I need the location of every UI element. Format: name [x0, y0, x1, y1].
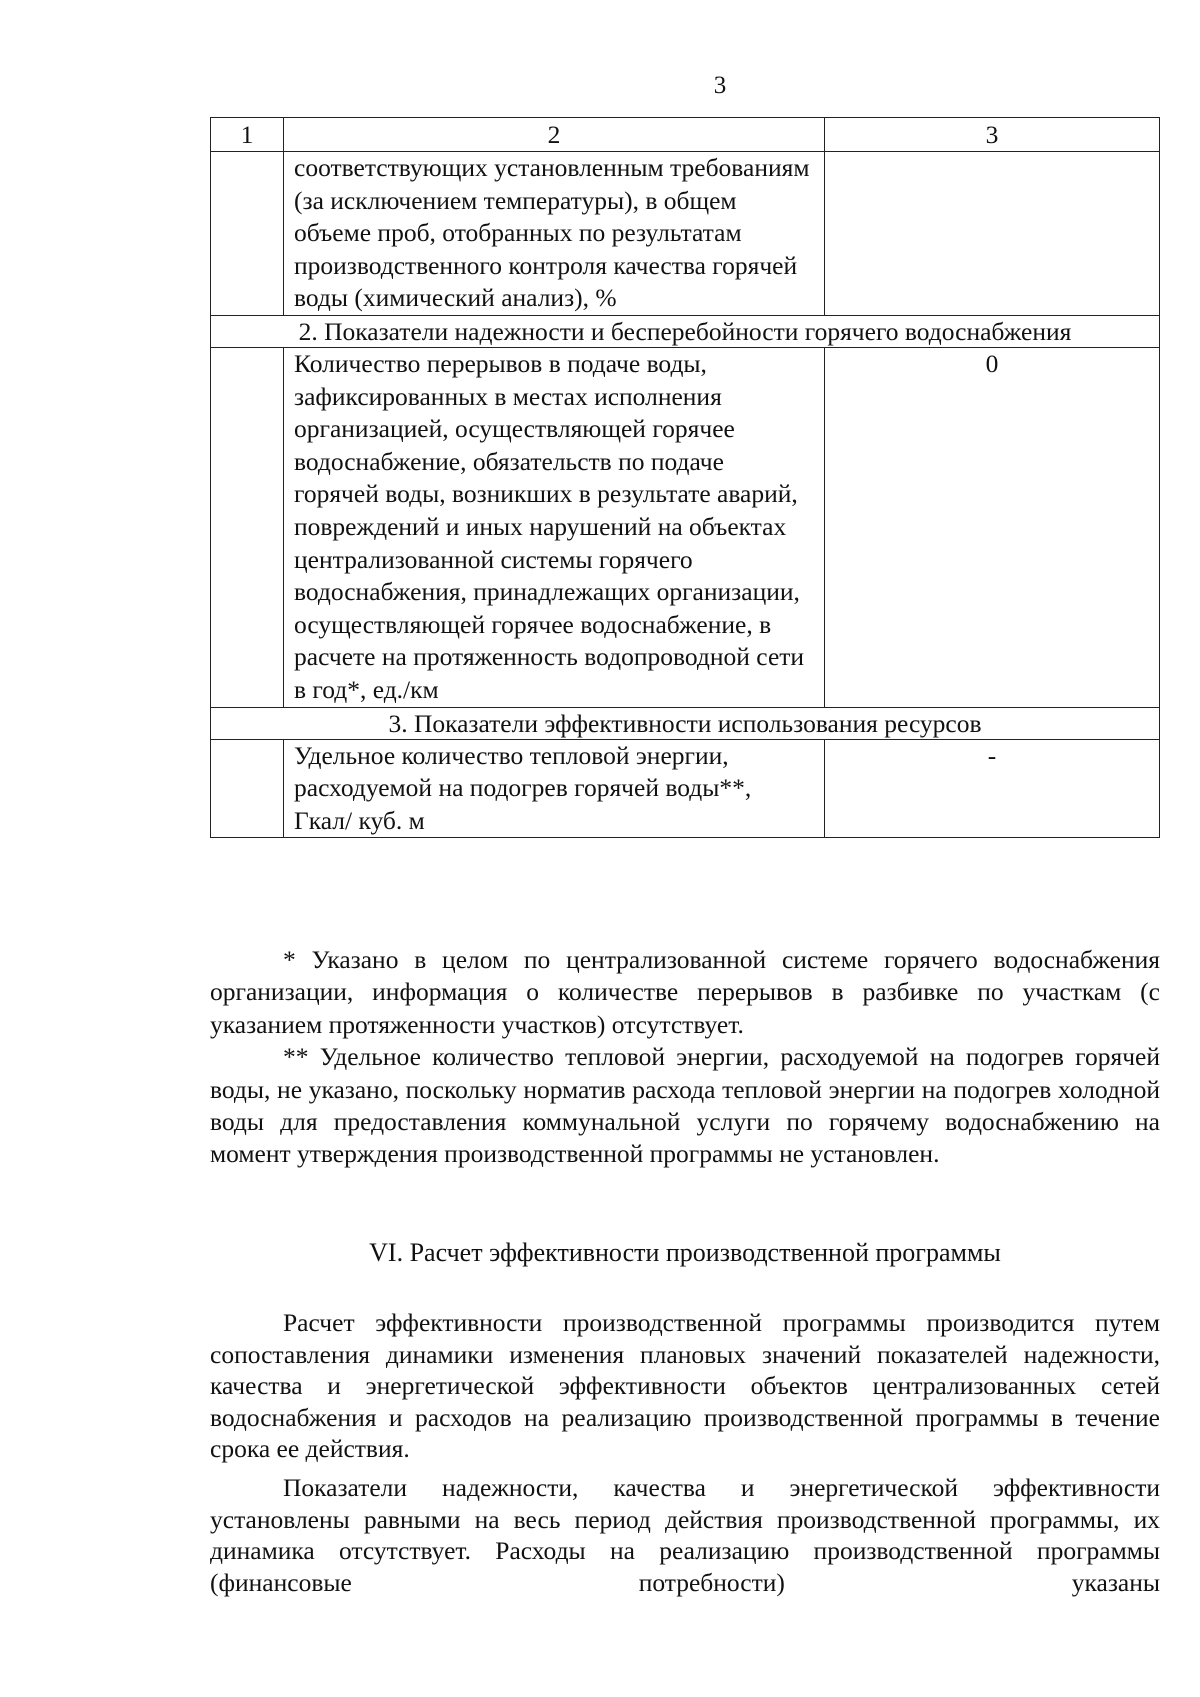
table-section-row — [211, 315, 1160, 347]
table-cell-number — [211, 739, 284, 838]
page-number: 3 — [713, 72, 727, 99]
table-cell-value: - — [825, 739, 1160, 838]
table-header-col-1: 1 — [211, 118, 284, 152]
paragraph: Расчет эффективности производственной программы производится путем сопоставления динамики изменения плановых значений показателей надежности, качества и энергетической эффективности объектов централизованных сетей водоснабжения и расходов на реализацию производственной программы в течение срока ее действия. — [210, 1308, 1160, 1464]
table-header-col-2: 2 — [284, 118, 825, 152]
table-cell-indicator: соответствующих установленным требованиям (за исключением температуры), в общем объеме проб, отобранных по результатам производственного контроля качества горячей воды (химический анализ), % — [284, 152, 825, 316]
table-section-row — [211, 707, 1160, 739]
section-title: VI. Расчет эффективности производственной программы — [369, 1238, 1001, 1267]
table-header-col-3: 3 — [825, 118, 1160, 152]
table-row — [211, 739, 1160, 838]
table-row — [211, 347, 1160, 707]
table-section-heading: 2. Показатели надежности и бесперебойности горячего водоснабжения — [211, 315, 1160, 347]
footnote-double-asterisk: ** Удельное количество тепловой энергии, расходуемой на подогрев горячей воды, не указано, поскольку норматив расхода тепловой энергии на подогрев холодной воды для предоставления коммунальной услуги по горячему водоснабжению на момент утверждения производственной программы не установлен. — [210, 1042, 1160, 1169]
paragraph: Показатели надежности, качества и энергетической эффективности установлены равными на весь период действия производственной программы, их динамика отсутствует. Расходы на реализацию производственной программы (финансовые потребности) указаны — [210, 1472, 1160, 1597]
table-cell-number — [211, 347, 284, 707]
table-cell-number — [211, 152, 284, 316]
table-cell-value: 0 — [825, 347, 1160, 707]
table-cell-indicator: Удельное количество тепловой энергии, расходуемой на подогрев горячей воды**, Гкал/ куб. м — [284, 739, 825, 838]
section-body — [210, 1307, 1160, 1605]
table-header-row — [211, 118, 1160, 152]
table-cell-indicator: Количество перерывов в подаче воды, зафиксированных в местах исполнения организацией, осуществляющей горячее водоснабжение, обязательств по подаче горячей воды, возникших в результате аварий, повреждений и иных нарушений на объектах централизованной системы горячего водоснабжения, принадлежащих организации, осуществляющей горячее водоснабжение, в расчете на протяженность водопроводной сети в год*, ед./км — [284, 347, 825, 707]
table-row — [211, 152, 1160, 316]
footnotes — [210, 944, 1160, 1171]
footnote-single-asterisk: * Указано в целом по централизованной системе горячего водоснабжения организации, информация о количестве перерывов в разбивке по участкам (с указанием протяженности участков) отсутствует. — [210, 945, 1160, 1039]
indicators-table — [210, 117, 1160, 838]
table-cell-value — [825, 152, 1160, 316]
table-section-heading: 3. Показатели эффективности использования ресурсов — [211, 707, 1160, 739]
